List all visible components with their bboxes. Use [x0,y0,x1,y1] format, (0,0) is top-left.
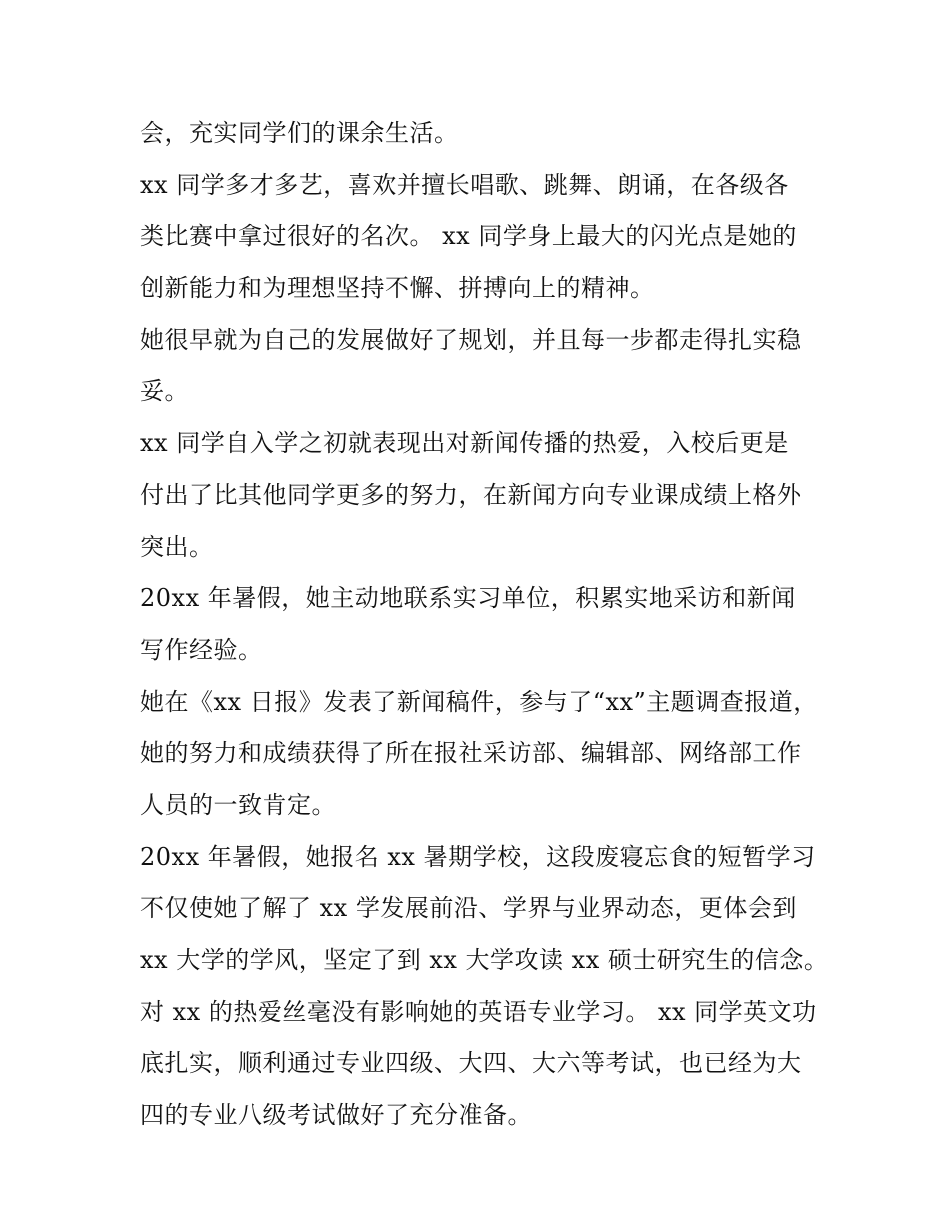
text-line: 类比赛中拿过很好的名次。 xx 同学身上最大的闪光点是她的 [140,222,797,251]
text-line: xx 大学的学风，坚定了到 xx 大学攻读 xx 硕士研究生的信念。 [140,946,829,974]
text-line: 妥。 [140,377,189,406]
text-line: 创新能力和为理想坚持不懈、拼搏向上的精神。 [140,274,655,303]
text-line: 四的专业八级考试做好了充分准备。 [140,1101,532,1130]
document-body [140,108,829,1142]
text-line: 她在《xx 日报》发表了新闻稿件，参与了“xx”主题调查报道， [140,687,818,716]
text-line: 20xx 年暑假，她报名 xx 暑期学校，这段废寝忘食的短暂学习 [140,842,816,871]
text-line: 写作经验。 [140,635,263,664]
text-line: 突出。 [140,532,214,561]
text-line: xx 同学多才多艺，喜欢并擅长唱歌、跳舞、朗诵，在各级各 [140,170,789,199]
text-line: 底扎实，顺利通过专业四级、大四、大六等考试，也已经为大 [140,1049,802,1078]
text-line: xx 同学自入学之初就表现出对新闻传播的热爱，入校后更是 [140,429,789,458]
text-line: 20xx 年暑假，她主动地联系实习单位，积累实地采访和新闻 [140,584,796,613]
text-line: 她的努力和成绩获得了所在报社采访部、编辑部、网络部工作 [140,739,802,768]
text-line: 对 xx 的热爱丝毫没有影响她的英语专业学习。 xx 同学英文功 [140,997,817,1026]
text-line: 不仅使她了解了 xx 学发展前沿、学界与业界动态，更体会到 [140,894,797,923]
text-line: 人员的一致肯定。 [140,790,336,819]
text-line: 她很早就为自己的发展做好了规划，并且每一步都走得扎实稳 [140,325,802,354]
text-line: 会，充实同学们的课余生活。 [140,119,459,147]
text-line: 付出了比其他同学更多的努力，在新闻方向专业课成绩上格外 [140,480,802,509]
